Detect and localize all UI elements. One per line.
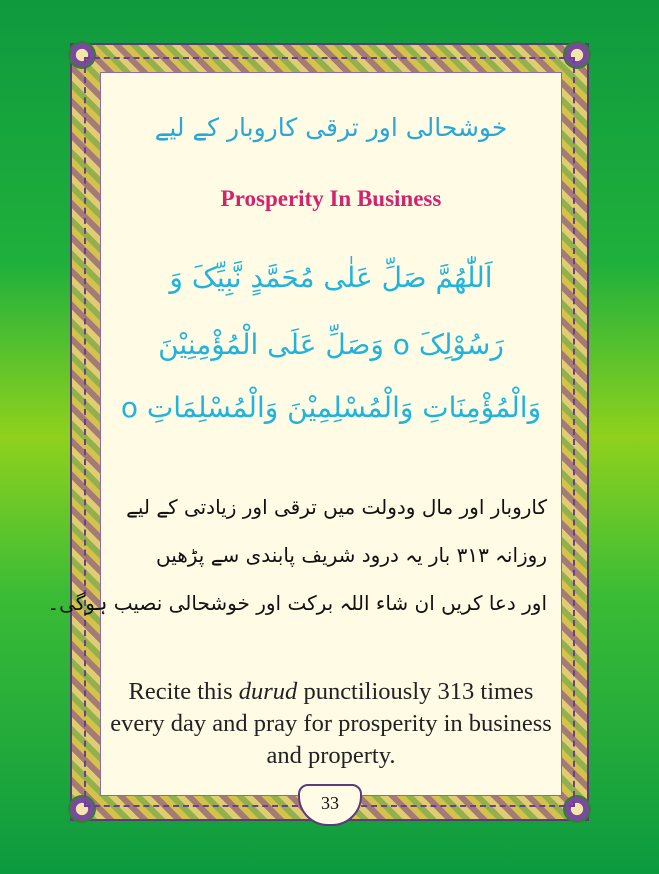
urdu-line-3: اور دعا کریں ان شاء اللہ برکت اور خوشحالی نصیب ہوگی۔ bbox=[47, 591, 547, 615]
english-heading: Prosperity In Business bbox=[220, 186, 442, 211]
instruction-text-start: Recite this bbox=[128, 678, 239, 705]
urdu-line-1: کاروبار اور مال ودولت میں ترقی اور زیادتی کے لیے bbox=[126, 495, 547, 519]
corner-ornament-icon bbox=[68, 795, 96, 823]
arabic-line-1: اَللّٰھُمَّ صَلِّ عَلٰی مُحَمَّدٍ نَّبِیِّکَ وَ bbox=[169, 261, 493, 294]
english-instruction bbox=[101, 676, 561, 772]
corner-ornament-icon bbox=[563, 795, 591, 823]
urdu-line-2: روزانہ ۳۱۳ بار یہ درود شریف پابندی سے پڑھیں bbox=[155, 543, 547, 567]
arabic-line-2: رَسُوْلِکَ o وَصَلِّ عَلَی الْمُؤْمِنِیْنَ bbox=[158, 328, 504, 361]
urdu-heading: خوشحالی اور ترقی کاروبار کے لیے bbox=[154, 113, 508, 142]
instruction-text-end: punctiliously 313 times every day and pray for prosperity in business and property. bbox=[110, 678, 552, 769]
corner-ornament-icon bbox=[68, 41, 96, 69]
content-panel bbox=[47, 72, 562, 796]
corner-ornament-icon bbox=[563, 41, 591, 69]
arabic-line-3: وَالْمُؤْمِنَاتِ وَالْمُسْلِمِیْنَ وَالْمُسْلِمَاتِ o bbox=[120, 391, 542, 424]
page-number: 33 bbox=[298, 784, 362, 826]
durud-emphasis: durud bbox=[238, 678, 298, 705]
